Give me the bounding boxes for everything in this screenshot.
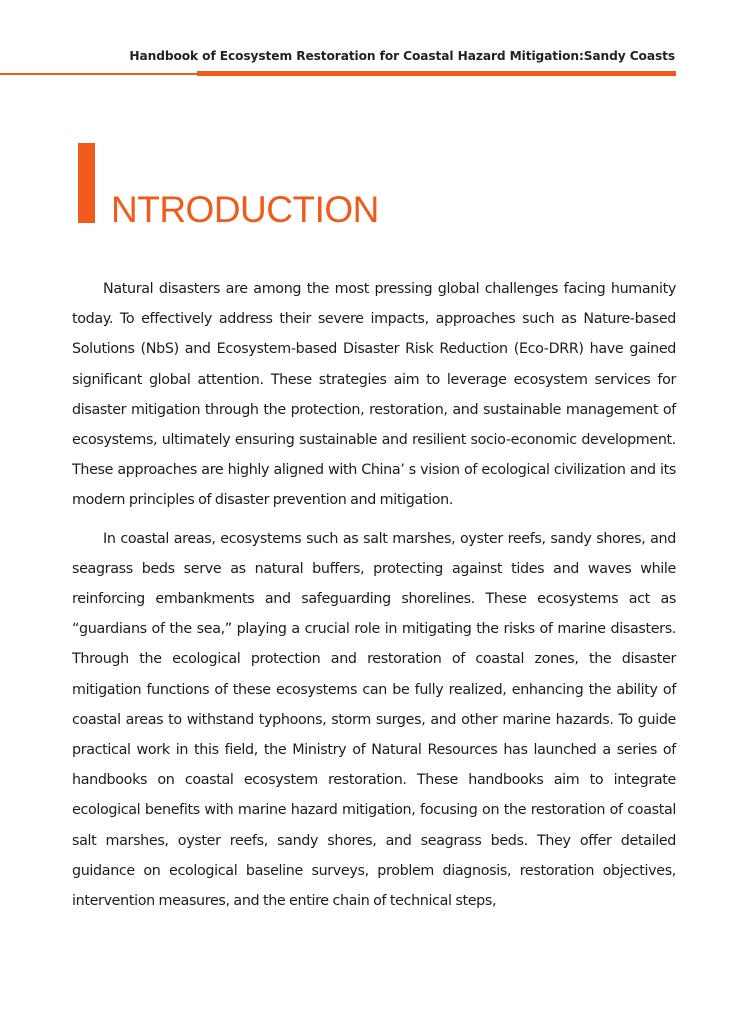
title-initial-bar (78, 143, 95, 223)
body-text (72, 274, 676, 916)
title-text: NTRODUCTION (111, 189, 379, 230)
header-rule-thin (0, 73, 197, 75)
header-rule-thick (197, 71, 676, 76)
running-header: Handbook of Ecosystem Restoration for Coastal Hazard Mitigation:Sandy Coasts (129, 49, 675, 63)
paragraph-2: In coastal areas, ecosystems such as salt marshes, oyster reefs, sandy shores, and seagrass beds serve as natural buffers, protecting against tides and waves while reinforcing embankments and safeguarding shorelines. These ecosystems act as “guardians of the sea,” playing a crucial role in mitigating the risks of marine disasters. Through the ecological protection and restoration of coastal zones, the disaster mitigation functions of these ecosystems can be fully realized, enhancing the ability of coastal areas to withstand typhoons, storm surges, and other marine hazards. To guide practical work in this field, the Ministry of Natural Resources has launched a series of handbooks on coastal ecosystem restoration. These handbooks aim to integrate ecological benefits with marine hazard mitigation, focusing on the restoration of coastal salt marshes, oyster reefs, sandy shores, and seagrass beds. They offer detailed guidance on ecological baseline surveys, problem diagnosis, restoration objectives, intervention measures, and the entire chain of technical steps, (72, 530, 676, 910)
paragraph-1: Natural disasters are among the most pressing global challenges facing humanity today. To effectively address their severe impacts, approaches such as Nature-based Solutions (NbS) and Ecosystem-based Disaster Risk Reduction (Eco-DRR) have gained significant global attention. These strategies aim to leverage ecosystem services for disaster mitigation through the protection, restoration, and sustainable management of ecosystems, ultimately ensuring sustainable and resilient socio-economic development. These approaches are highly aligned with China’ s vision of ecological civilization and its modern principles of disaster prevention and mitigation. (72, 281, 676, 509)
